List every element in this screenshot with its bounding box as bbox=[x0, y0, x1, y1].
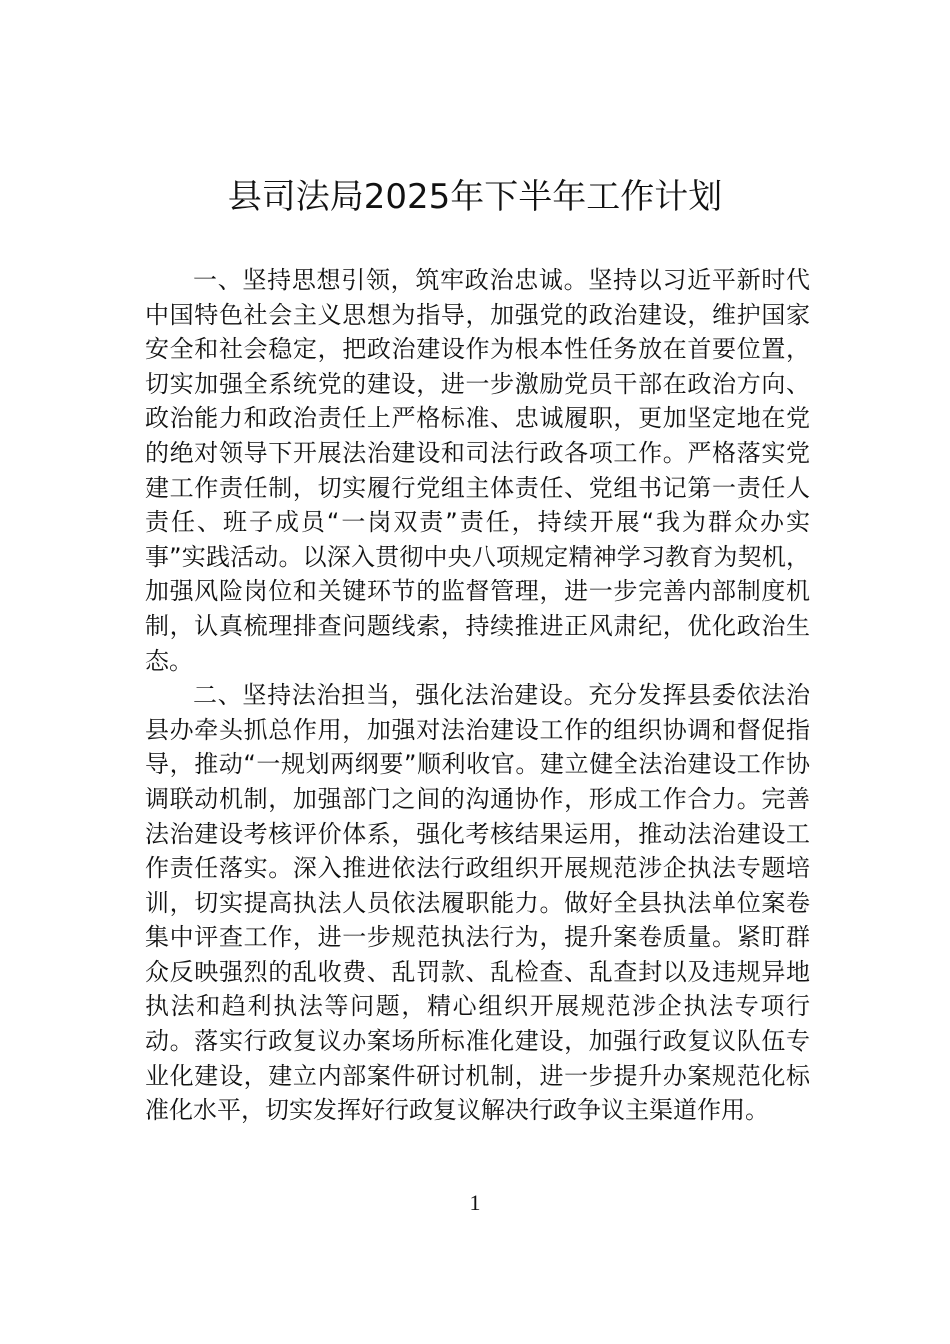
paragraph-rule-of-law: 二、坚持法治担当，强化法治建设。充分发挥县委依法治县办牵头抓总作用，加强对法治建设工作的组织协调和督促指导，推动“一规划两纲要”顺利收官。建立健全法治建设工作协调联动机制，加强部门之间的沟通协作，形成工作合力。完善法治建设考核评价体系，强化考核结果运用，推动法治建设工作责任落实。深入推进依法行政组织开展规范涉企执法专题培训，切实提高执法人员依法履职能力。做好全县执法单位案卷集中评查工作，进一步规范执法行为，提升案卷质量。紧盯群众反映强烈的乱收费、乱罚款、乱检查、乱查封以及违规异地执法和趋利执法等问题，精心组织开展规范涉企执法专项行动。落实行政复议办案场所标准化建设，加强行政复议队伍专业化建设，建立内部案件研讨机制，进一步提升办案规范化标准化水平，切实发挥好行政复议解决行政争议主渠道作用。 bbox=[145, 681, 810, 1125]
document-title: 县司法局2025年下半年工作计划 bbox=[227, 177, 723, 217]
document-body bbox=[145, 263, 810, 1128]
page-number: 1 bbox=[469, 1190, 481, 1215]
paragraph-political-loyalty: 一、坚持思想引领，筑牢政治忠诚。坚持以习近平新时代中国特色社会主义思想为指导，加强党的政治建设，维护国家安全和社会稳定，把政治建设作为根本性任务放在首要位置，切实加强全系统党的建设，进一步激励党员干部在政治方向、政治能力和政治责任上严格标准、忠诚履职，更加坚定地在党的绝对领导下开展法治建设和司法行政各项工作。严格落实党建工作责任制，切实履行党组主体责任、党组书记第一责任人责任、班子成员“一岗双责”责任，持续开展“我为群众办实事”实践活动。以深入贯彻中央八项规定精神学习教育为契机，加强风险岗位和关键环节的监督管理，进一步完善内部制度机制，认真梳理排查问题线索，持续推进正风肃纪，优化政治生态。 bbox=[145, 266, 810, 675]
